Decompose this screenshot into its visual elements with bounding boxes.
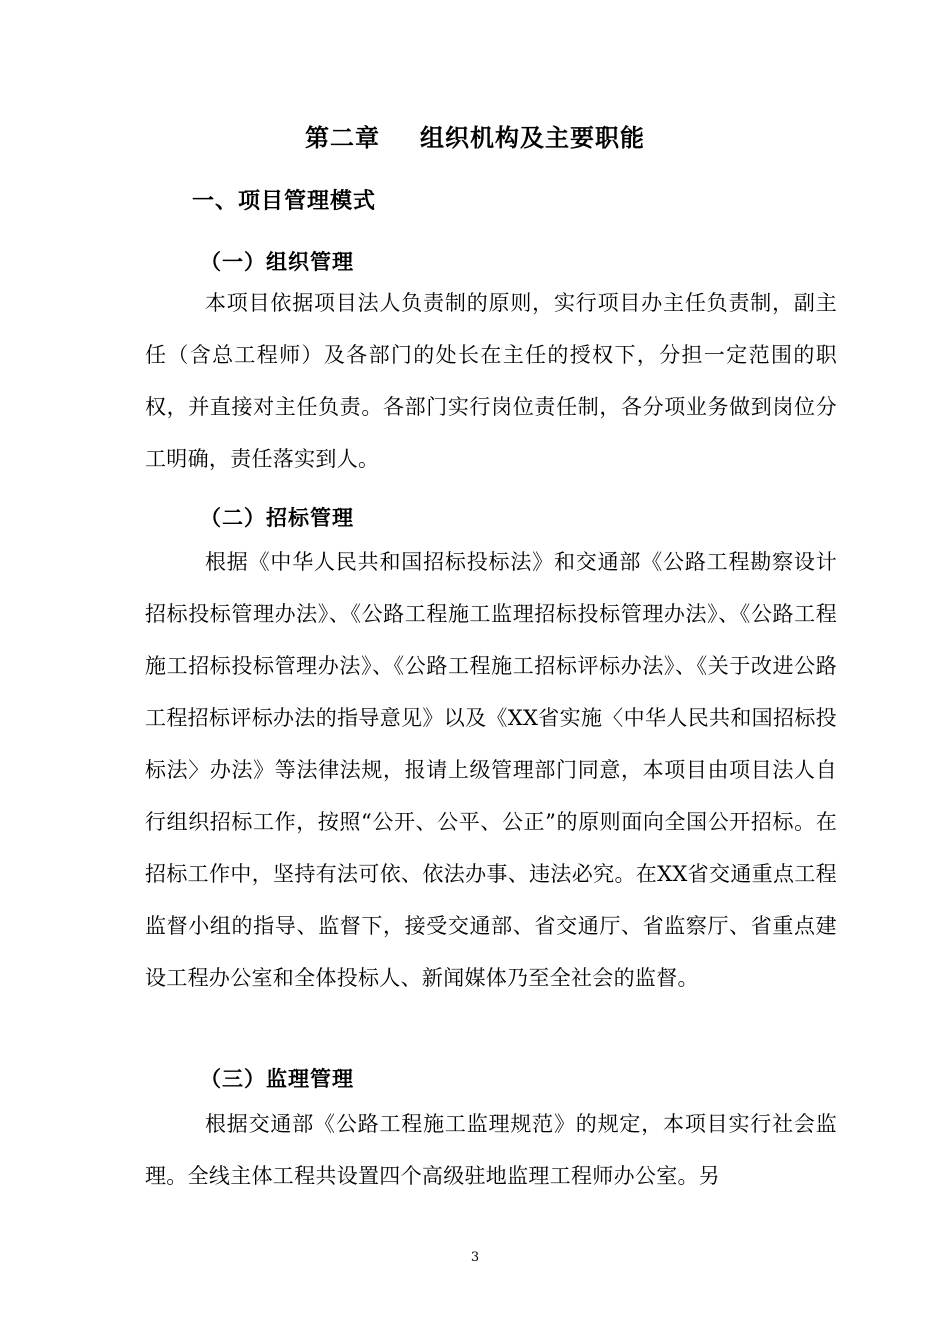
subsection-heading-supervision: （三）监理管理 xyxy=(200,1066,354,1091)
section-heading: 一、项目管理模式 xyxy=(192,188,377,214)
subsection-heading-organization: （一）组织管理 xyxy=(200,249,354,274)
chapter-number: 第二章 xyxy=(305,123,380,152)
paragraph-organization: 本项目依据项目法人负责制的原则，实行项目办主任负责制，副主任（含总工程师）及各部门的处长在主任的授权下，分担一定范围的职权，并直接对主任负责。各部门实行岗位责任制，各分项业务做到岗位分工明确，责任落实到人。 xyxy=(145,291,837,471)
paragraph-bidding: 根据《中华人民共和国招标投标法》和交通部《公路工程勘察设计招标投标管理办法》、《公路工程施工监理招标投标管理办法》、《公路工程施工招标投标管理办法》、《公路工程施工招标评标办法》、《关于改进公路工程招标评标办法的指导意见》以及《XX省实施〈中华人民共和国招标投标法〉办法》等法律法规，报请上级管理部门同意，本项目由项目法人自行组织招标工作，按照“公开、公平、公正”的原则面向全国公开招标。在招标工作中，坚持有法可依、依法办事、违法必究。在XX省交通重点工程监督小组的指导、监督下，接受交通部、省交通厅、省监察厅、省重点建设工程办公室和全体投标人、新闻媒体乃至全社会的监督。 xyxy=(145,550,837,990)
chapter-title xyxy=(0,118,950,158)
paragraph-supervision: 根据交通部《公路工程施工监理规范》的规定，本项目实行社会监理。全线主体工程共设置四个高级驻地监理工程师办公室。另 xyxy=(145,1112,837,1188)
subsection-heading-bidding: （二）招标管理 xyxy=(200,505,354,530)
page-number: 3 xyxy=(470,1250,480,1265)
chapter-name: 组织机构及主要职能 xyxy=(420,123,645,152)
